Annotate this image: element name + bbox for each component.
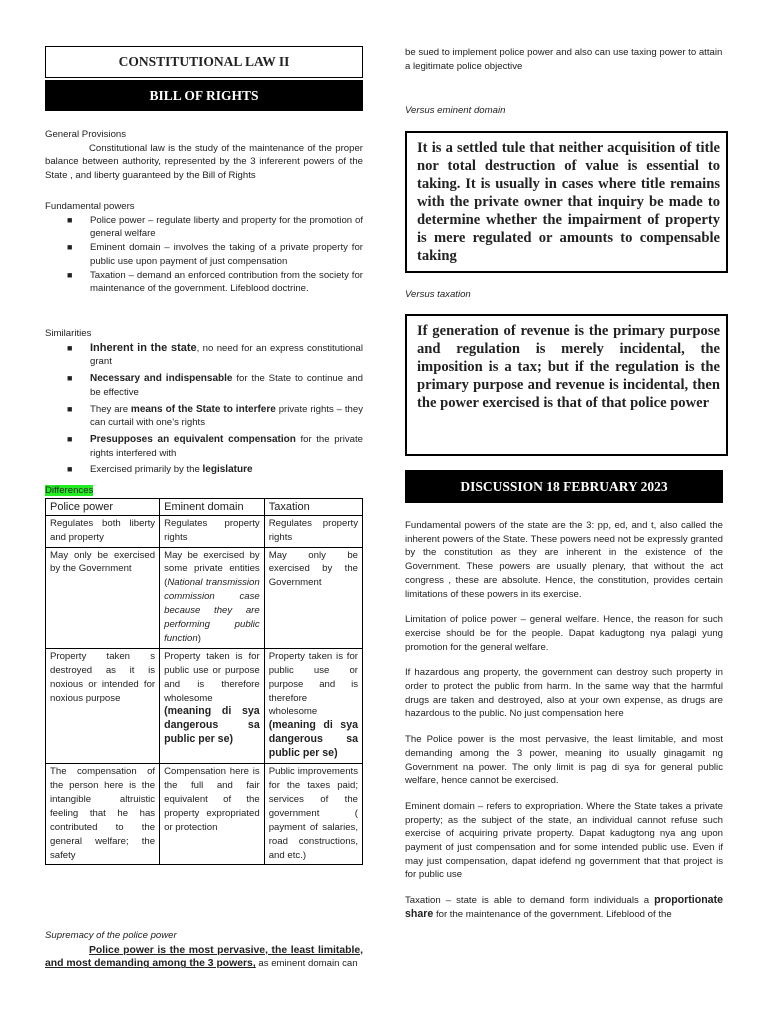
- table-row: [46, 515, 363, 547]
- differences: [45, 484, 363, 865]
- table-cell: May only be exercised by the Government: [264, 547, 362, 648]
- table-row: [46, 648, 363, 763]
- table-cell: Regulates property rights: [264, 515, 362, 547]
- table-cell: Property taken is for public use or purpose and is therefore wholesome (meaning di sya dangerous sa public per se): [160, 648, 265, 763]
- list-item: ■ Taxation – demand an enforced contribution from the society for maintenance of the government. Lifeblood doctrine.: [67, 269, 363, 295]
- list-item: ■ Eminent domain – involves the taking of a private property for public use upon payment of just compensation: [67, 242, 363, 267]
- fundamental-powers: [45, 200, 363, 296]
- differences-table: [45, 498, 363, 866]
- general-provisions: [45, 128, 363, 183]
- table-cell: Regulates property rights: [160, 515, 265, 547]
- table-cell: Property taken is for public use or purpose and is therefore wholesome (meaning di sya dangerous sa public per se): [264, 648, 362, 763]
- discussion-paragraph: Taxation – state is able to demand form individuals a proportionate share for the maintenance of the government. Lifeblood of the: [405, 894, 723, 920]
- section-banner: BILL OF RIGHTS: [45, 80, 363, 111]
- column-header: Taxation: [264, 498, 362, 515]
- list-item: ■ Inherent in the state, no need for an express constitutional grant: [67, 341, 363, 368]
- list-item: ■ Exercised primarily by the legislature: [67, 464, 253, 476]
- differences-heading: Differences: [45, 485, 94, 496]
- table-cell: Property taken s destroyed as it is noxious or intended for noxious purpose: [46, 648, 160, 763]
- discussion-body: [405, 519, 723, 922]
- supremacy-section: [45, 929, 363, 971]
- table-cell: May be exercised by some private entities (National transmission commission case because they are performing public function): [160, 547, 265, 648]
- discussion-paragraph: The Police power is the most pervasive, the least limitable, and most demanding among the 3 power, meaning ito usually ginagamit ng Government na power. The only limit is pag di sya for general public welfare, hence cannot be exercised.: [405, 734, 723, 787]
- list-item: ■ Necessary and indispensable for the State to continue and be effective: [67, 373, 363, 398]
- table-cell: Compensation here is the full and fair equivalent of the property expropriated or protection: [160, 764, 265, 865]
- supremacy-text: Police power is the most pervasive, the least limitable, and most demanding among the 3 powers, as eminent domain can: [45, 944, 363, 970]
- versus-eminent-heading: Versus eminent domain: [405, 105, 506, 116]
- list-item: ■ Police power – regulate liberty and property for the promotion of general welfare: [67, 214, 363, 240]
- versus-eminent-quote: It is a settled tule that neither acquisition of title nor total destruction of value is essential to taking. It is usually in cases where title remains with the private owner that inquiry be made to determine whether the impairment of property is mere regulated or amounts to compensable taking: [405, 131, 728, 273]
- fundamental-list: [45, 214, 363, 296]
- discussion-paragraph: Limitation of police power – general welfare. Hence, the reason for such exercise should be for the people. Dapat kadugtong nya palagi yung promotion for the general welfare.: [405, 614, 723, 653]
- list-item: ■ They are means of the State to interfere private rights – they can curtail with one’s rights: [67, 403, 363, 429]
- column-header: Eminent domain: [160, 498, 265, 515]
- table-row: [46, 764, 363, 865]
- fundamental-heading: Fundamental powers: [45, 201, 135, 212]
- table-row: [46, 547, 363, 648]
- general-heading: General Provisions: [45, 129, 127, 140]
- discussion-paragraph: Eminent domain – refers to expropriation. Where the State takes a private property; as the subject of the state, an individual cannot refuse such exercise of acquiring private property. Dapat kadugtong nya ang upon payment of just compensation and for some intended public use. Even if may just compensation, dapat idefend ng government that that project is for public use: [405, 800, 723, 881]
- table-cell: Regulates both liberty and property: [46, 515, 160, 547]
- similarities-heading: Similarities: [45, 328, 92, 339]
- document-title: CONSTITUTIONAL LAW II: [45, 46, 363, 78]
- table-cell: Public improvements for the taxes paid; services of the government ( payment of salaries, road constructions, and etc.): [264, 764, 362, 865]
- supremacy-continued: be sued to implement police power and also can use taxing power to attain a legitimate police objective: [405, 47, 723, 72]
- list-item: ■ Presupposes an equivalent compensation for the private rights interfered with: [67, 433, 363, 459]
- supremacy-heading: Supremacy of the police power: [45, 930, 177, 941]
- similarities: [45, 327, 363, 477]
- column-header: Police power: [46, 498, 160, 515]
- versus-taxation-heading: Versus taxation: [405, 289, 471, 300]
- table-header-row: [46, 498, 363, 515]
- discussion-paragraph: If hazardous ang property, the government can destroy such property in order to protect the public from harm. In the same way that the harmful drugs are taken and destroyed, also at your own expense, as drugs are hazardous to the public. No just compensation here: [405, 667, 723, 720]
- similarities-list: [45, 342, 363, 477]
- table-cell: May only be exercised by the Government: [46, 547, 160, 648]
- discussion-banner: DISCUSSION 18 FEBRUARY 2023: [405, 470, 723, 503]
- general-text: Constitutional law is the study of the maintenance of the proper balance between authority, represented by the 3 infererent powers of the State , and liberty guaranteed by the Bill of Rights: [45, 142, 363, 182]
- table-cell: The compensation of the person here is the intangible altruistic feeling that he has contributed to the general welfare; the safety: [46, 764, 160, 865]
- discussion-paragraph: Fundamental powers of the state are the 3: pp, ed, and t, also called the inherent powers of the State. These powers need not be expressly granted by the constitution as they are inherent in the existence of the Government. These powers are usually plenary, that without the act congress , these are absolute. Hence, the constitution, provides certain limitations of these powers in its exercise.: [405, 520, 723, 600]
- versus-taxation-quote: If generation of revenue is the primary purpose and regulation is merely incidental, the imposition is a tax; but if the regulation is the primary purpose and revenue is incidental, then the power exercised is that of that police power: [405, 314, 728, 456]
